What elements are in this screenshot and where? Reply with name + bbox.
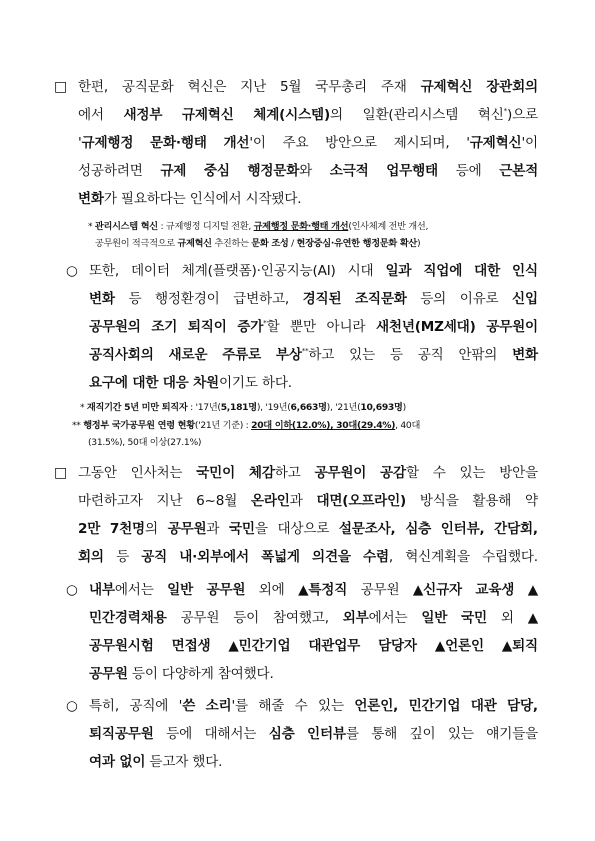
paragraph-line: 퇴직공무원 등에 대해서는 심층 인터뷰를 통해 깊이 있는 얘기들을 [89,726,538,742]
square-bullet: □ [54,465,68,481]
paragraph-line: 성공하려면 규제 중심 행정문화와 소극적 업무행태 등에 근본적 [78,163,538,179]
paragraph-line: 내부에서는 일반 공무원 외에 ▲특정직 공무원 ▲신규자 교육생 ▲ [89,582,538,598]
footnote-line: * 관리시스템 혁신 : 규제행정 디지털 전환, 규제행정 문화·행태 개선(인사체계 전반 개선, [88,221,429,232]
paragraph-line: 회의 등 공직 내·외부에서 폭넓게 의견을 수렴, 혁신계획을 수립했다. [78,549,538,565]
paragraph-line: 공무원 등이 다양하게 참여했다. [89,666,274,682]
footnote-line: 공무원이 적극적으로 규제혁신 추진하는 문화 조성 / 현장중심·유연한 행정문화 확산) [95,238,421,249]
paragraph-line: 또한, 데이터 체계(플랫폼)·인공지능(AI) 시대 일과 직업에 대한 인식 [89,263,538,279]
circle-bullet: ○ [66,263,78,279]
paragraph-line: 특히, 공직에 '쓴 소리'를 해줄 수 있는 언론인, 민간기업 대관 담당, [89,698,538,714]
paragraph-line: 공무원시험 면접생 ▲민간기업 대관업무 담당자 ▲언론인 ▲퇴직 [89,638,538,654]
paragraph-line: '규제행정 문화·행태 개선'이 주요 방안으로 제시되며, '규제혁신'이 [78,135,538,151]
paragraph-line: 변화 등 행정환경이 급변하고, 경직된 조직문화 등의 이유로 신입 [89,291,538,307]
square-bullet: □ [54,79,68,95]
paragraph-line: 에서 새정부 규제혁신 체계(시스템)의 일환(관리시스템 혁신*)으로 [78,107,538,123]
footnote-line: (31.5%), 50대 이상(27.1%) [88,437,202,448]
paragraph-line: 여과 없이 듣고자 했다. [89,754,223,770]
paragraph-line: 공무원의 조기 퇴직이 증가*할 뿐만 아니라 새천년(MZ세대) 공무원이 [89,319,538,335]
paragraph-line: 민간경력채용 공무원 등이 참여했고, 외부에서는 일반 국민 외 ▲ [89,610,538,626]
paragraph-line: 마련하고자 지난 6~8월 온라인과 대면(오프라인) 방식을 활용해 약 [78,493,538,509]
paragraph-line: 요구에 대한 대응 차원이기도 하다. [89,375,292,391]
paragraph-line: 2만 7천명의 공무원과 국민을 대상으로 설문조사, 심층 인터뷰, 간담회, [78,521,538,537]
circle-bullet: ○ [66,698,78,714]
footnote-line: * 재직기간 5년 미만 퇴직자 : '17년(5,181명), '19년(6,663명), '21년(10,693명) [80,402,406,413]
paragraph-line: 그동안 인사처는 국민이 체감하고 공무원이 공감할 수 있는 방안을 [78,465,538,481]
paragraph-line: 공직사회의 새로운 주류로 부상**하고 있는 등 공직 안팎의 변화 [89,347,538,363]
paragraph-line: 한편, 공직문화 혁신은 지난 5월 국무총리 주재 규제혁신 장관회의 [78,79,538,95]
circle-bullet: ○ [66,582,78,598]
paragraph-line: 변화가 필요하다는 인식에서 시작됐다. [78,191,302,207]
footnote-line: ** 행정부 국가공무원 연령 현황('21년 기준) : 20대 이하(12.0%), 30대(29.4%), 40대 [72,420,421,431]
